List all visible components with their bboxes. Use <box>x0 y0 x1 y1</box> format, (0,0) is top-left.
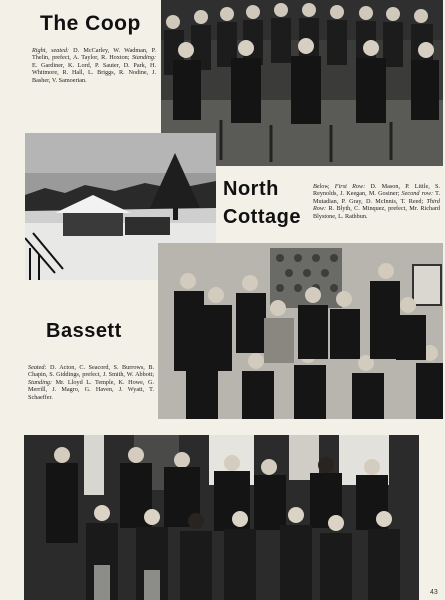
coop-caption-lead: Right, seated: <box>32 47 69 54</box>
north-cottage-group-photo <box>158 243 443 419</box>
north-caption-lead2: Second row: <box>401 190 434 198</box>
north-cottage-caption <box>313 183 440 220</box>
bassett-caption-lead2: Standing: <box>28 378 53 386</box>
bassett-group-photo <box>24 435 419 600</box>
bassett-title: Bassett <box>46 320 122 342</box>
bassett-caption-body2: Mr. Lloyd L. Temple, K. Howe, G. Merrill, J. Magro, G. Haven, J. Wyatt, T. Schaeffer. <box>28 378 154 401</box>
north-caption-body: D. Mason, P. Little, S. Reynolds, J. Keegan, M. Gosiner; <box>313 183 440 198</box>
north-caption-body3: R. Blyth, C. Minquez, prefect, Mr. Richard Blystone, L. Rathbun. <box>313 205 440 220</box>
coop-caption-lead2: Standing: <box>131 54 156 62</box>
coop-caption-body: D. McCarley, W. Wadman, P. Thelin, prefect, A. Taylor, R. Hoxton; <box>32 47 156 62</box>
coop-caption <box>32 47 156 84</box>
north-caption-lead3: Third Row: <box>313 197 440 213</box>
north-cottage-title-line1: North <box>223 178 279 200</box>
bassett-caption-lead: Seated: <box>28 364 47 371</box>
coop-caption-body2: E. Gardiner, K. Lord, P. Sauter, D. Park, H. Whitmore, R. Hall, L. Briggs, R. Nodine, J. Basher, V. Samoerian. <box>32 61 156 84</box>
north-caption-body2: T. Mutadian, P. Gray, D. McInnis, T. Reed; <box>313 190 440 205</box>
north-caption-lead: Below, First Row: <box>313 183 366 190</box>
coop-title: The Coop <box>40 12 141 35</box>
page-number: 43 <box>430 589 438 596</box>
bassett-caption-body: D. Acton, C. Seacord, S. Burrows, B. Chapin, S. Giddings, prefect, J. Smith, W. Abbott; <box>28 364 154 379</box>
north-cottage-title-line2: Cottage <box>223 206 301 228</box>
bassett-caption <box>28 364 154 401</box>
